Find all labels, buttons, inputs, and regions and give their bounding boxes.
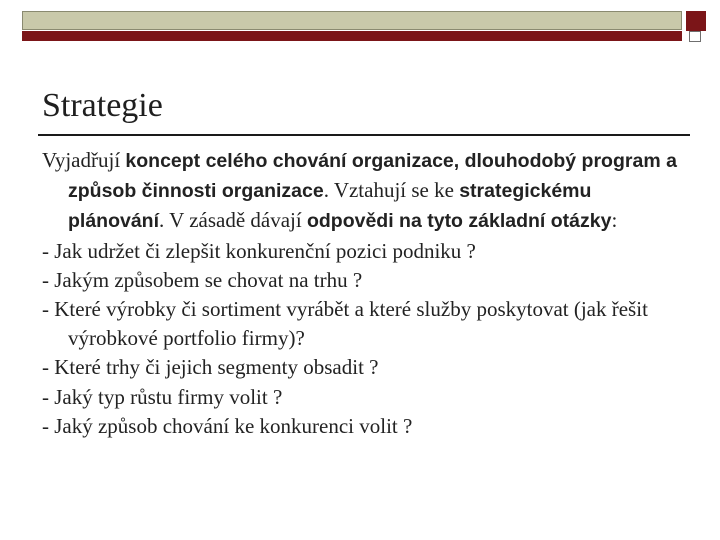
question-item: - Které trhy či jejich segmenty obsadit ? [42,355,379,380]
intro-bold-3: odpovědi na tyto základní otázky [306,210,612,233]
slide-body [42,146,692,441]
question-item: - Jakým způsobem se chovat na trhu ? [42,267,363,292]
header-bar-bottom [22,31,682,41]
corner-square-large [686,11,706,31]
slide-title: Strategie [42,87,163,124]
intro-text-3: . V zásadě dávají [159,208,307,233]
intro-text-4: : [611,208,618,233]
intro-bold-2: strategickému plánování [68,180,592,233]
intro-bold-1: koncept celého chování organizace, dlouhodobý program a způsob činnosti organizace [68,150,677,203]
question-item: - Jaký způsob chování ke konkurenci volit ? [42,413,413,438]
question-item: - Jak udržet či zlepšit konkurenční pozici podniku ? [42,238,476,263]
intro-text-2: . Vztahují se ke [323,178,460,203]
intro-paragraph [42,146,692,237]
question-item: - Které výrobky či sortiment vyrábět a které služby poskytovat (jak řešit výrobkové portfolio firmy)? [42,297,648,351]
question-item: - Jaký typ růstu firmy volit ? [42,384,283,409]
header-bar-top [22,11,682,30]
intro-text-1: Vyjadřují [42,148,126,172]
corner-square-small [689,31,701,42]
title-divider [38,134,690,136]
